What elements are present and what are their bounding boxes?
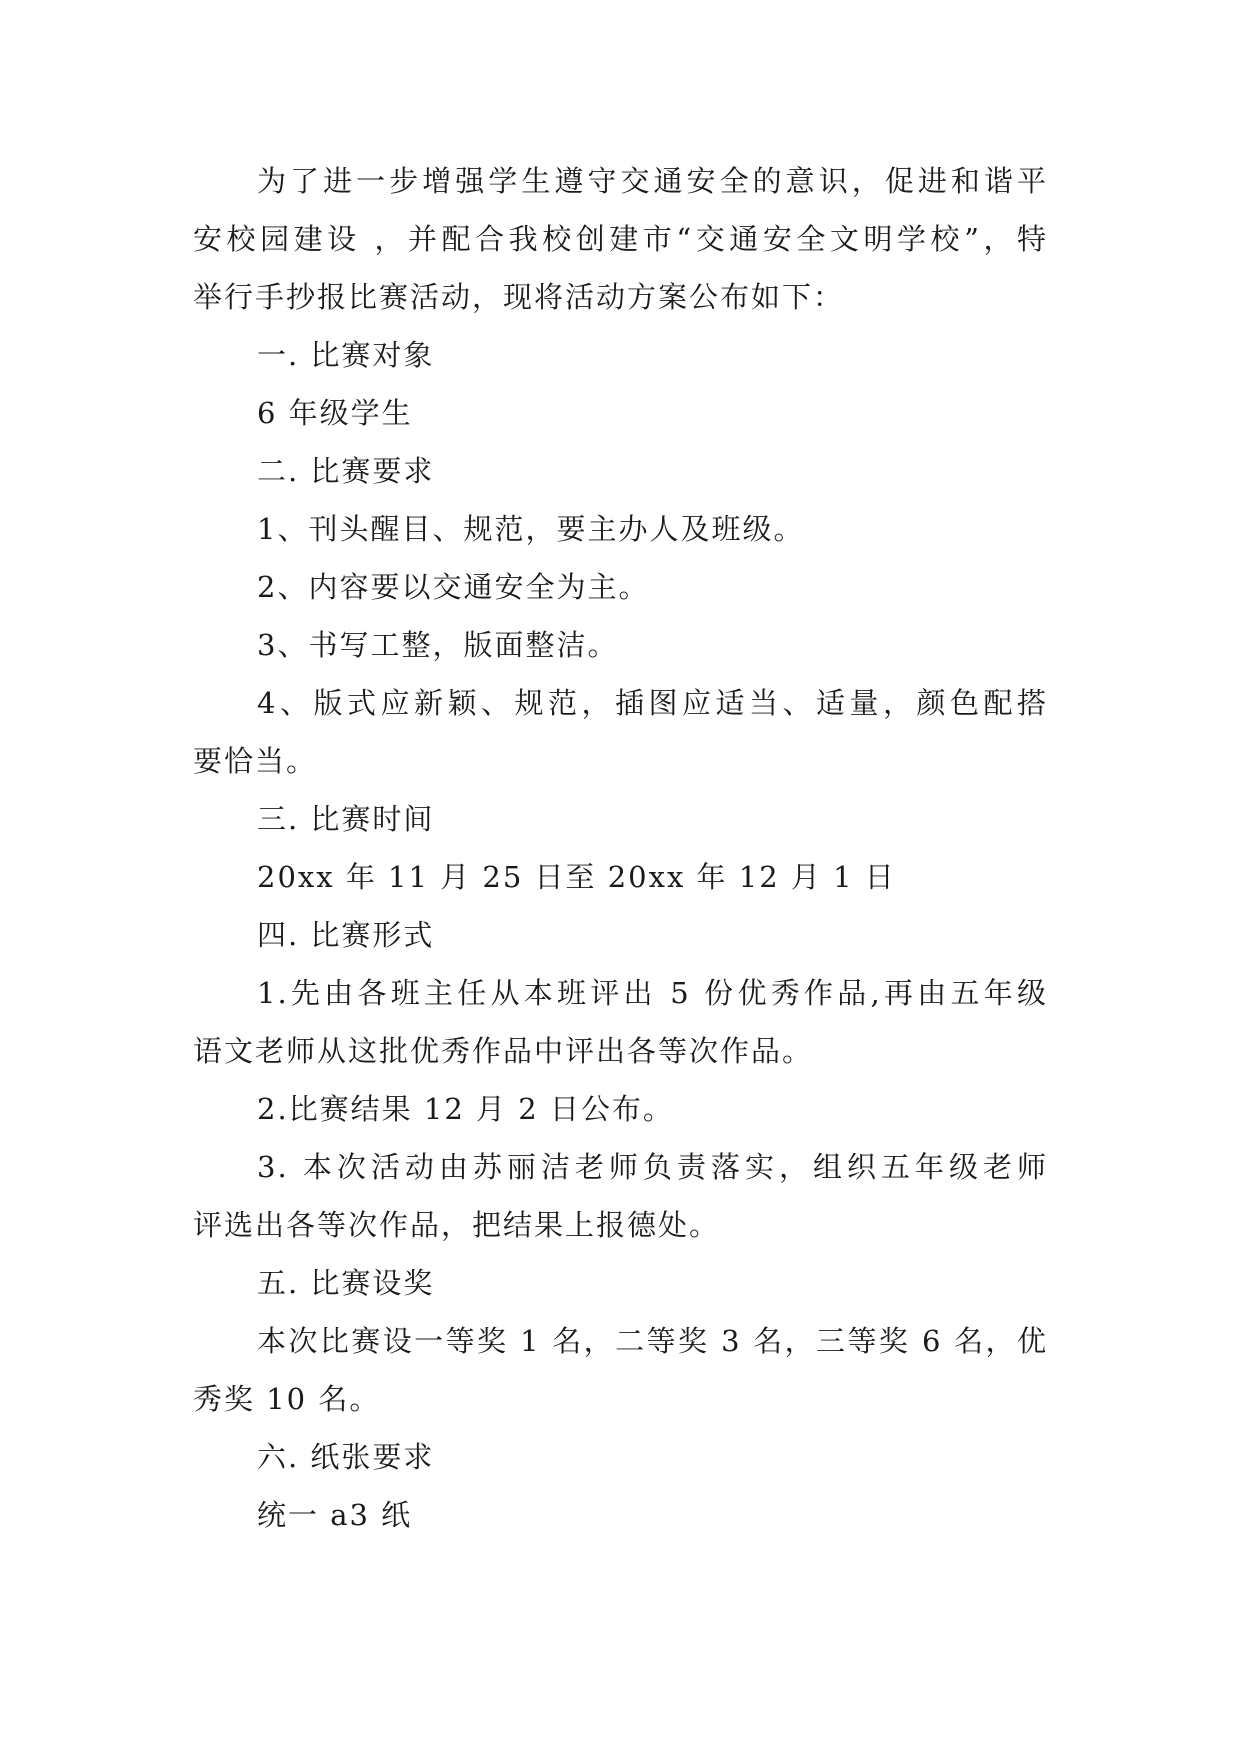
section-heading: 二. 比赛要求: [257, 454, 435, 488]
list-item: 1、刊头醒目、规范，要主办人及班级。: [257, 512, 805, 546]
list-item: 1.先由各班主任从本班评出 5 份优秀作品,再由五年级: [257, 976, 1048, 1010]
document-page: [193, 152, 1048, 1544]
list-item: 2、内容要以交通安全为主。: [257, 570, 650, 604]
paragraph-line: 安校园建设 ，并配合我校创建市“交通安全文明学校”，特: [193, 222, 1048, 256]
paragraph-line: 评选出各等次作品，把结果上报德处。: [193, 1208, 721, 1242]
paragraph-line: 统一 a3 纸: [257, 1498, 413, 1532]
paragraph-line: 20xx 年 11 月 25 日至 20xx 年 12 月 1 日: [257, 860, 896, 894]
paragraph-line: 为了进一步增强学生遵守交通安全的意识，促进和谐平: [257, 164, 1048, 198]
paragraph-line: 秀奖 10 名。: [193, 1382, 381, 1416]
list-item: 2.比赛结果 12 月 2 日公布。: [257, 1092, 674, 1126]
section-heading: 一. 比赛对象: [257, 338, 435, 372]
paragraph-line: 举行手抄报比赛活动，现将活动方案公布如下：: [193, 280, 845, 314]
paragraph-line: 语文老师从这批优秀作品中评出各等次作品。: [193, 1034, 814, 1068]
section-heading: 四. 比赛形式: [257, 918, 435, 952]
list-item: 4、版式应新颖、规范，插图应适当、适量，颜色配搭: [257, 686, 1048, 720]
paragraph-line: 6 年级学生: [257, 396, 413, 430]
list-item: 3. 本次活动由苏丽洁老师负责落实，组织五年级老师: [257, 1150, 1048, 1184]
paragraph-line: 本次比赛设一等奖 1 名，二等奖 3 名，三等奖 6 名，优: [257, 1324, 1048, 1358]
list-item: 3、书写工整，版面整洁。: [257, 628, 619, 662]
section-heading: 六. 纸张要求: [257, 1440, 435, 1474]
paragraph-line: 要恰当。: [193, 744, 318, 778]
section-heading: 三. 比赛时间: [257, 802, 435, 836]
section-heading: 五. 比赛设奖: [257, 1266, 435, 1300]
